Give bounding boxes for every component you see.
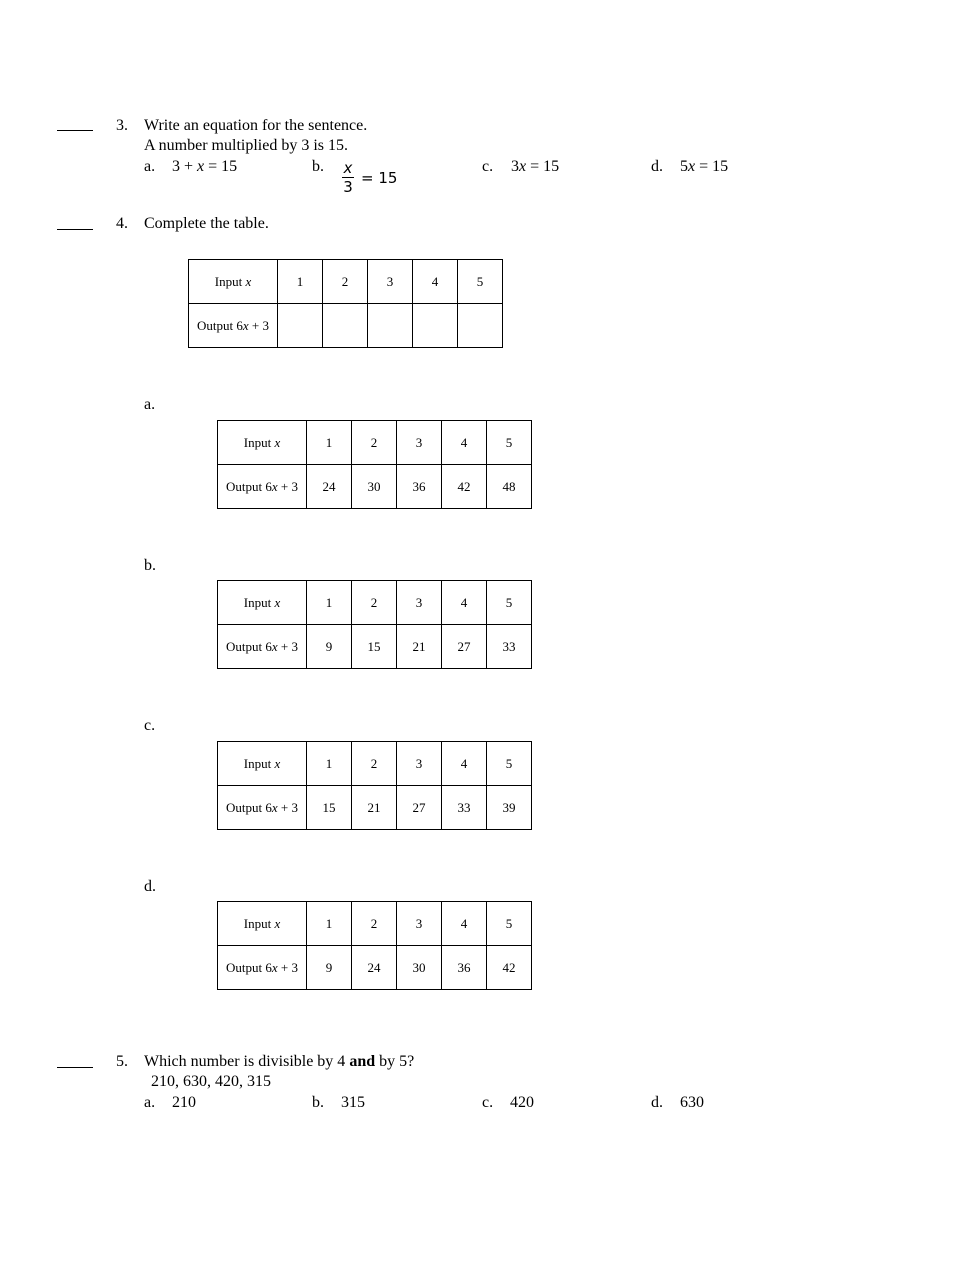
table-row-input (218, 902, 532, 946)
question-number-4: 4. (116, 215, 128, 232)
input-label: Input (243, 915, 272, 931)
input-var: x (274, 915, 281, 931)
output-var: x (242, 317, 249, 333)
prompt-pre: Which number is divisible by 4 (144, 1053, 350, 1070)
input-cell: 4 (442, 421, 487, 465)
output-cell-empty[interactable] (413, 304, 458, 348)
input-label: Input (243, 434, 272, 450)
output-label: Output 6 (226, 638, 272, 654)
output-cell: 21 (397, 625, 442, 669)
output-tail: + 3 (277, 799, 298, 815)
output-label-cell (218, 625, 307, 669)
output-var: x (271, 959, 278, 975)
input-cell: 1 (307, 581, 352, 625)
answer-blank-q3[interactable] (57, 130, 93, 131)
input-cell: 4 (442, 581, 487, 625)
q3-choice-a-post: = 15 (204, 158, 238, 175)
input-cell: 2 (352, 581, 397, 625)
q4-choice-b-letter: b. (144, 557, 156, 574)
q5-choice-b-letter: b. (312, 1094, 324, 1111)
q5-choice-d[interactable]: 630 (680, 1094, 704, 1111)
input-cell: 4 (442, 742, 487, 786)
table-row-output (218, 625, 532, 669)
input-cell: 5 (487, 742, 532, 786)
output-cell-empty[interactable] (458, 304, 503, 348)
q3-choice-d-post: = 15 (695, 158, 729, 175)
input-cell: 3 (397, 421, 442, 465)
output-cell: 42 (487, 946, 532, 990)
output-cell-empty[interactable] (368, 304, 413, 348)
input-cell: 2 (352, 421, 397, 465)
output-tail: + 3 (277, 638, 298, 654)
prompt-post: by 5? (375, 1053, 415, 1070)
output-cell: 30 (397, 946, 442, 990)
output-tail: + 3 (277, 478, 298, 494)
input-label-cell (218, 421, 307, 465)
question-4-prompt: Complete the table. (144, 215, 269, 232)
input-label-cell (218, 581, 307, 625)
input-cell: 3 (397, 742, 442, 786)
table-row-input (218, 421, 532, 465)
output-cell: 21 (352, 786, 397, 830)
q4-prompt-table (188, 259, 503, 348)
q5-choice-c-letter: c. (482, 1094, 494, 1111)
table-row-input (189, 260, 503, 304)
q5-choice-a[interactable]: 210 (172, 1094, 196, 1111)
table-row-output (218, 786, 532, 830)
output-label: Output 6 (226, 478, 272, 494)
fraction-denominator: 3 (343, 178, 353, 196)
output-cell: 9 (307, 625, 352, 669)
input-cell: 5 (487, 902, 532, 946)
input-label: Input (243, 594, 272, 610)
table-row-input (218, 742, 532, 786)
answer-blank-q5[interactable] (57, 1067, 93, 1068)
output-label: Output 6 (226, 959, 272, 975)
output-label-cell (218, 465, 307, 509)
q5-choice-b[interactable]: 315 (341, 1094, 365, 1111)
input-cell: 5 (458, 260, 503, 304)
output-cell: 27 (442, 625, 487, 669)
input-cell: 4 (413, 260, 458, 304)
output-label: Output 6 (197, 317, 243, 333)
q3-choice-b-fraction[interactable] (340, 160, 356, 195)
q3-choice-b-letter: b. (312, 158, 324, 175)
q3-choice-c-pre: 3 (511, 158, 519, 175)
output-cell-empty[interactable] (278, 304, 323, 348)
input-cell: 5 (487, 581, 532, 625)
q4-choice-d-letter: d. (144, 878, 156, 895)
input-cell: 2 (352, 902, 397, 946)
q3-choice-a-letter: a. (144, 158, 156, 175)
output-var: x (271, 638, 278, 654)
question-5-prompt (144, 1052, 414, 1072)
prompt-bold: and (349, 1053, 376, 1070)
output-var: x (271, 478, 278, 494)
table-row-output (218, 946, 532, 990)
q3-choice-d[interactable] (680, 157, 728, 177)
input-cell: 3 (368, 260, 413, 304)
output-cell: 15 (307, 786, 352, 830)
input-cell: 1 (307, 742, 352, 786)
input-label: Input (214, 273, 243, 289)
question-5-number-list: 210, 630, 420, 315 (151, 1073, 271, 1090)
answer-blank-q4[interactable] (57, 229, 93, 230)
table-row-output (189, 304, 503, 348)
q3-choice-a-var: x (197, 158, 205, 175)
fraction-numerator: x (343, 159, 353, 177)
q4-choice-a-table[interactable] (217, 420, 532, 509)
input-cell: 5 (487, 421, 532, 465)
input-var: x (274, 434, 281, 450)
input-cell: 3 (397, 581, 442, 625)
question-number-5: 5. (116, 1053, 128, 1070)
q3-choice-d-pre: 5 (680, 158, 688, 175)
input-cell: 2 (352, 742, 397, 786)
output-label-cell (189, 304, 278, 348)
input-var: x (245, 273, 252, 289)
output-label-cell (218, 946, 307, 990)
input-label-cell (189, 260, 278, 304)
output-var: x (271, 799, 278, 815)
question-3-prompt: Write an equation for the sentence. (144, 117, 368, 134)
q4-choice-c-letter: c. (144, 717, 156, 734)
q3-choice-a-pre: 3 + (172, 158, 198, 175)
input-cell: 1 (307, 902, 352, 946)
input-var: x (274, 594, 281, 610)
output-cell-empty[interactable] (323, 304, 368, 348)
output-cell: 15 (352, 625, 397, 669)
table-row-input (218, 581, 532, 625)
q4-choice-d-table[interactable] (217, 901, 532, 990)
input-label: Input (243, 755, 272, 771)
q3-choice-d-var: x (688, 158, 696, 175)
input-cell: 3 (397, 902, 442, 946)
input-cell: 2 (323, 260, 368, 304)
output-cell: 24 (307, 465, 352, 509)
output-cell: 33 (442, 786, 487, 830)
output-cell: 39 (487, 786, 532, 830)
input-label-cell (218, 902, 307, 946)
output-label: Output 6 (226, 799, 272, 815)
q3-choice-c-letter: c. (482, 158, 494, 175)
q5-choice-a-letter: a. (144, 1094, 156, 1111)
output-cell: 48 (487, 465, 532, 509)
q4-choice-b-table[interactable] (217, 580, 532, 669)
output-cell: 36 (442, 946, 487, 990)
q4-choice-a-letter: a. (144, 396, 156, 413)
output-tail: + 3 (248, 317, 269, 333)
output-cell: 30 (352, 465, 397, 509)
q3-choice-d-letter: d. (651, 158, 663, 175)
q3-choice-a[interactable] (172, 157, 237, 177)
question-number-3: 3. (116, 117, 128, 134)
output-tail: + 3 (277, 959, 298, 975)
output-cell: 27 (397, 786, 442, 830)
output-cell: 24 (352, 946, 397, 990)
output-cell: 42 (442, 465, 487, 509)
q3-choice-c-post: = 15 (526, 158, 560, 175)
q5-choice-d-letter: d. (651, 1094, 663, 1111)
q4-choice-c-table[interactable] (217, 741, 532, 830)
input-cell: 1 (278, 260, 323, 304)
q5-choice-c[interactable]: 420 (510, 1094, 534, 1111)
output-label-cell (218, 786, 307, 830)
input-label-cell (218, 742, 307, 786)
table-row-output (218, 465, 532, 509)
q3-choice-b-post: = 15 (361, 169, 398, 187)
q3-choice-c-var: x (519, 158, 527, 175)
output-cell: 36 (397, 465, 442, 509)
input-cell: 1 (307, 421, 352, 465)
output-cell: 33 (487, 625, 532, 669)
q3-choice-c[interactable] (511, 157, 559, 177)
input-cell: 4 (442, 902, 487, 946)
input-var: x (274, 755, 281, 771)
question-3-sentence: A number multiplied by 3 is 15. (144, 137, 348, 154)
output-cell: 9 (307, 946, 352, 990)
